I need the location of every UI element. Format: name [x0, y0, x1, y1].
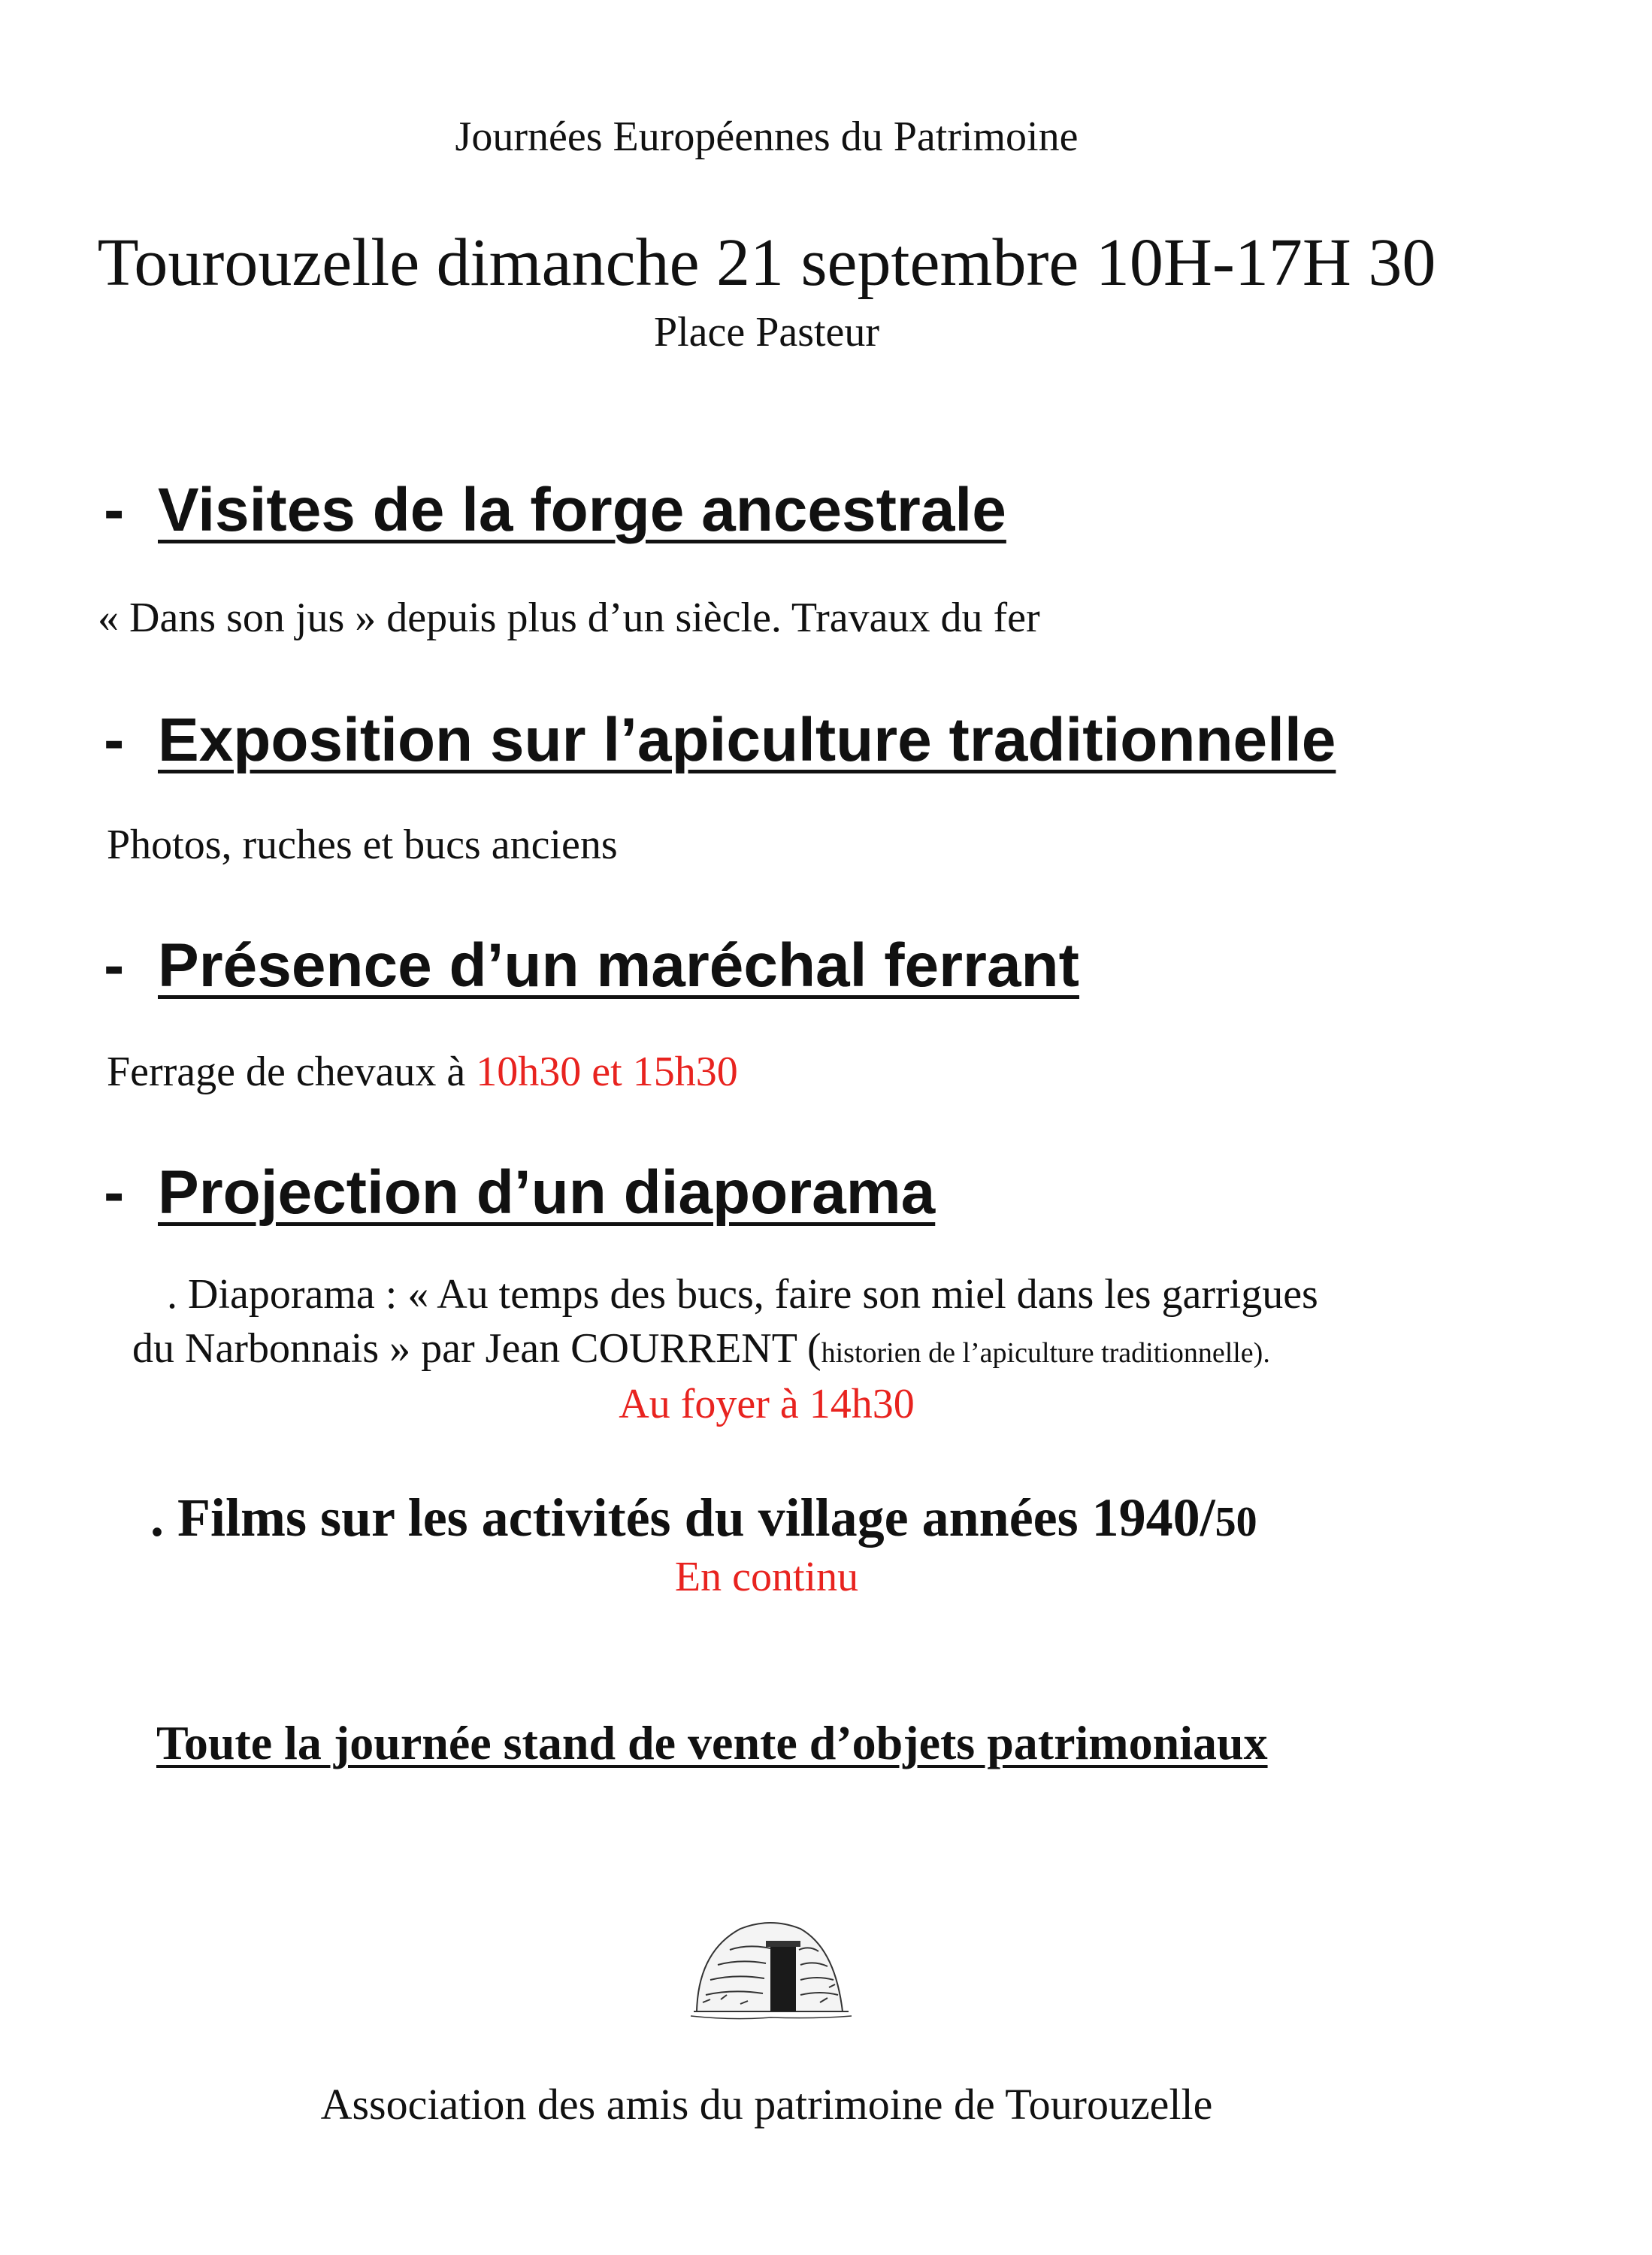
- section-heading-diaporama: [104, 1158, 935, 1228]
- section-title: Présence d’un maréchal ferrant: [158, 931, 1079, 1000]
- section-description-apiculture: Photos, ruches et bucs anciens: [107, 822, 618, 868]
- films-text-small: 50: [1215, 1499, 1257, 1545]
- section-heading-forge: [104, 475, 1006, 546]
- section-title: Projection d’un diaporama: [158, 1158, 936, 1227]
- section-title: Visites de la forge ancestrale: [158, 476, 1006, 544]
- section-heading-marechal: [104, 931, 1079, 1001]
- description-text: Ferrage de chevaux à: [107, 1049, 477, 1095]
- dash-bullet: -: [104, 931, 125, 1000]
- dash-bullet: -: [104, 1158, 125, 1227]
- stand-announcement: Toute la journée stand de vente d’objets patrimoniaux: [156, 1716, 1268, 1769]
- diaporama-line-2: [132, 1324, 1270, 1373]
- films-text: . Films sur les activités du village années 1940/: [150, 1488, 1215, 1548]
- association-footer: Association des amis du patrimoine de Tourouzelle: [320, 2080, 1213, 2129]
- diaporama-author: du Narbonnais » par Jean COURRENT (: [132, 1325, 821, 1372]
- section-description-forge: « Dans son jus » depuis plus d’un siècle. Travaux du fer: [98, 595, 1040, 641]
- dash-bullet: -: [104, 476, 125, 544]
- page-title: Tourouzelle dimanche 21 septembre 10H-17H 30: [97, 226, 1436, 300]
- section-description-marechal: [107, 1048, 738, 1096]
- time-highlight: 10h30 et 15h30: [476, 1049, 738, 1095]
- event-place: Place Pasteur: [653, 309, 880, 356]
- section-heading-apiculture: [104, 705, 1336, 776]
- diaporama-line-1: . Diaporama : « Au temps des bucs, faire son miel dans les garrigues: [167, 1271, 1318, 1318]
- films-heading: [150, 1487, 1257, 1549]
- films-note: En continu: [674, 1554, 859, 1600]
- diaporama-author-note: historien de l’apiculture traditionnelle).: [821, 1337, 1270, 1369]
- stone-hut-drawing-icon: [688, 1906, 855, 2026]
- diaporama-time: Au foyer à 14h30: [619, 1381, 915, 1427]
- dash-bullet: -: [104, 706, 125, 774]
- section-title: Exposition sur l’apiculture traditionnelle: [158, 706, 1336, 774]
- event-name: Journées Européennes du Patrimoine: [455, 114, 1079, 160]
